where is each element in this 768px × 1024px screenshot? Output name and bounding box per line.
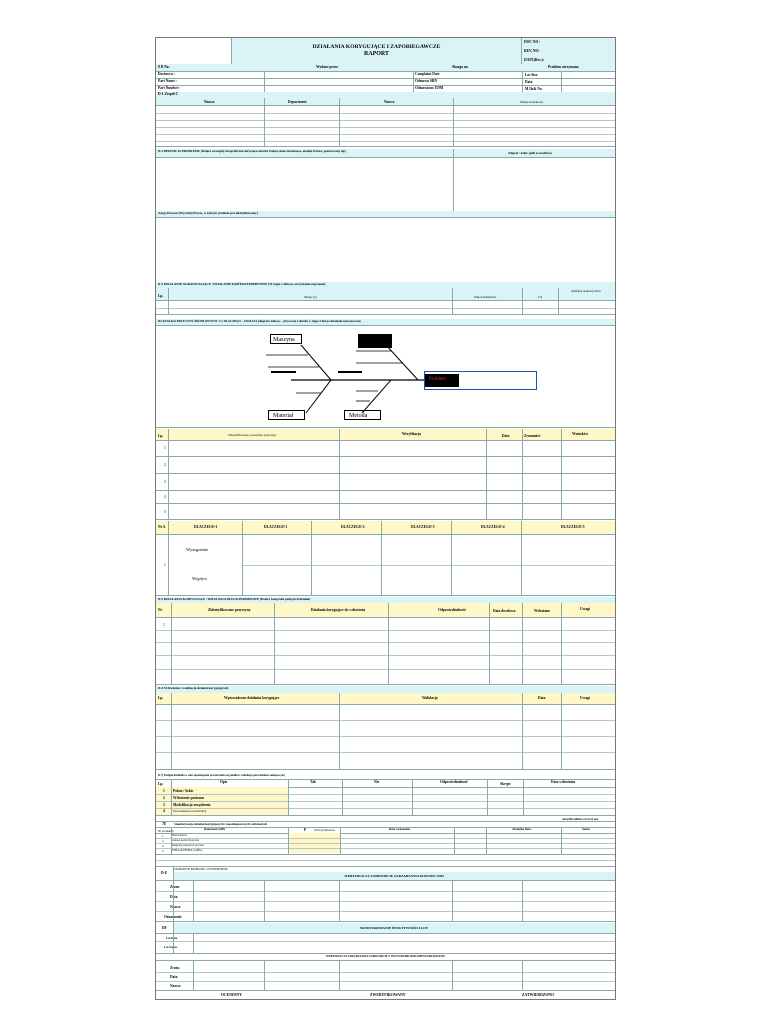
fish-effect-box bbox=[424, 371, 537, 390]
d8-row-2: Data bbox=[170, 895, 178, 899]
d7b-row-2-no: 2 bbox=[162, 839, 164, 843]
cause-bar-2 bbox=[338, 371, 362, 373]
photo-label: Zdjęcie / Szkic (jeśli to możliwe) bbox=[508, 151, 552, 155]
d7b-col-status: Status bbox=[582, 827, 591, 831]
d5-col-target: Data docelowa bbox=[493, 609, 516, 613]
logo-area bbox=[156, 38, 232, 64]
why-col-1b: DLACZEGO-1 bbox=[264, 525, 288, 529]
d8-code: D-8 bbox=[161, 871, 167, 875]
footer-verified: ZWERYFIKOWANY bbox=[370, 993, 406, 997]
d7b-row-2-doc: Arkusz kontroli procesu bbox=[172, 839, 200, 842]
d5-col-no: Nr bbox=[158, 608, 163, 612]
date-label: Data bbox=[525, 80, 533, 84]
fish-machine-text: Maszyna bbox=[361, 337, 380, 342]
d6-col-lp: Lp. bbox=[158, 696, 164, 700]
d7-col-desc: Opis bbox=[220, 780, 228, 784]
d7b-row-1-no: 1 bbox=[162, 834, 164, 838]
d5-label: D-5 DZIAŁANIA KORYGUJĄCE / DZIAŁANIA DŁUGOTERMINOWE (Dołącz fotografie podjętych działań) bbox=[156, 597, 615, 603]
d4-col-date: Data bbox=[502, 434, 510, 438]
final-title: WERYFIKACJA ZARZĄDZANIA ZAMKNIĘCIE Z WSZYSTKIMI DOKUMENTAMI DOSTAW bbox=[325, 955, 446, 958]
d6-col-actions: Wprowadzone działania korygujące bbox=[224, 696, 280, 700]
d7b-col-exec-date: Data wykonania bbox=[389, 827, 410, 831]
complaint-to-label: Skarga na bbox=[452, 65, 468, 69]
footer-assessed: OCENIONY bbox=[221, 993, 242, 997]
d3-col-resp: Odpowiedzialność bbox=[474, 295, 497, 299]
why-col-5: DLACZEGO-5 bbox=[561, 525, 585, 529]
cause-bar-1 bbox=[271, 371, 296, 373]
title-line2: RAPORT bbox=[363, 51, 390, 57]
udm-label: Odmowiono UDM bbox=[415, 86, 444, 90]
why-escape: Wypływ bbox=[192, 576, 208, 581]
problem-received-label: Problem otrzymano bbox=[548, 65, 579, 69]
why-col-no: Nr S. bbox=[158, 525, 166, 529]
d4-row-5: 5 bbox=[164, 510, 166, 514]
d7-col-lp: Lp. bbox=[158, 782, 164, 786]
d7-col-resp: Odpowiedzialność bbox=[440, 780, 468, 784]
eightd-no-label: 8 D No. bbox=[158, 65, 170, 69]
d7-row-1-desc: Pokaz / Szkic bbox=[173, 789, 194, 793]
lot-no-label: M Ilo& No bbox=[525, 87, 542, 91]
why-col-4: DLACZEGO-4 bbox=[481, 525, 505, 529]
d7-row-2-no: 2 bbox=[163, 796, 165, 800]
d3-col-actual: Aktualna realizacja Data bbox=[571, 289, 601, 293]
d8-row-3: Nazwa bbox=[170, 905, 181, 909]
d5-col-resp: Odpowiedzialność bbox=[438, 608, 466, 612]
d7b-label: Standaryzacja działań korygujących i zapobiegawczych wdrożonych bbox=[174, 822, 268, 826]
d7b-code: 7E bbox=[162, 822, 167, 826]
why-col-3: DLACZEGO-3 bbox=[411, 525, 435, 529]
d1-team-label: D-1 Zespół C bbox=[156, 92, 615, 98]
d4-col-understand: Zrozumieć bbox=[524, 434, 541, 438]
d7b-col-no: Nr produkcji bbox=[158, 829, 174, 833]
title-block bbox=[232, 38, 522, 64]
d5-col-causes: Zidentyfikowane przyczyny bbox=[208, 608, 251, 612]
footer-approved: ZATWIERDZONO bbox=[522, 993, 554, 997]
why-row-no: 1 bbox=[164, 563, 166, 567]
why-col-1: DLACZEGO-1 bbox=[194, 525, 218, 529]
d2-label: D-2 DEFINICJA PROBLEMU (Dołącz szczegóły fotograficzne dotyczące usterki. Dołącz dane terminowe, analizę Pareto, generowany itp) bbox=[156, 149, 615, 157]
d6-label: D-6 Wdrożenie i walidacja działań korygujących bbox=[156, 686, 615, 693]
d5-col-notes: Uwagi bbox=[580, 607, 590, 611]
d9-code: D9 bbox=[162, 926, 167, 930]
d6-col-notes: Uwagi bbox=[580, 696, 590, 700]
d4-label: D4 ANALIZA PRZYCZYN ŹRÓDŁOWYCH / 5 x DLACZEGO – ANALIZA (diagram Isikawy - przyczyna i skutek) w ciągu 3 dni po działaniu tymczasowym bbox=[156, 319, 615, 325]
capa-report-sheet bbox=[155, 37, 616, 1000]
d4-col-lp: Lp. bbox=[158, 434, 164, 438]
d4-row-1: 1 bbox=[164, 446, 166, 450]
d7-attach-note: Attachfl odblaws (List if any bbox=[562, 817, 599, 821]
d8-small: ZAMKNIĘCIE PROBLEMU I ZATWIERDZENIE bbox=[174, 868, 228, 871]
fish-method-text: Metoda bbox=[349, 413, 368, 419]
d7b-col-doc: Dokument QMS bbox=[204, 827, 226, 831]
rev-no: REV. NO: bbox=[524, 49, 540, 53]
d7b-row-3-no: 3 bbox=[162, 844, 164, 848]
part-number-label: Part Number : bbox=[158, 86, 181, 90]
d7-col-date: Data wdrożenia bbox=[551, 780, 576, 784]
d6-col-date: Data bbox=[538, 696, 546, 700]
d7-row-3-no: 3 bbox=[163, 803, 165, 807]
complaint-date-label: Complaint Date bbox=[415, 72, 440, 76]
fish-bone-2 bbox=[386, 345, 418, 380]
final-row-2: Data bbox=[170, 975, 178, 979]
fish-man-text: Maszyna bbox=[273, 337, 295, 343]
team-col-contact: Numer kontaktowy bbox=[520, 100, 544, 104]
d7-col-no: Nie bbox=[374, 780, 380, 784]
d6-col-validation: Walidacja bbox=[422, 696, 438, 700]
d7-row-3-desc: Modyfikacja urządzenia bbox=[173, 803, 211, 807]
d7-row-1-no: 1 bbox=[163, 789, 165, 793]
final-row-3: Nazwa bbox=[170, 984, 181, 988]
team-col-dept: Department bbox=[288, 100, 307, 104]
d9-title: MONITOROWANIE EFEKTYWNOŚCI LOT bbox=[360, 926, 428, 930]
fish-man-box bbox=[270, 334, 302, 344]
d7-col-script: Skrypt bbox=[500, 782, 511, 786]
fish-bone-1 bbox=[301, 345, 331, 380]
d8-row-1: Zrozu bbox=[170, 885, 180, 889]
d7b-row-3-doc: Diagram przepływu procesu bbox=[172, 844, 204, 847]
d8-title: WERYFIKACJA ZAMKNIĘCIE ZARZĄDZANIA DOSTAWCAMI bbox=[344, 874, 444, 878]
fish-effect-text: Problem bbox=[429, 377, 446, 382]
d7b-row-1-doc: Plan kontroli bbox=[172, 834, 187, 837]
d9-row-2: Lot Status bbox=[164, 945, 178, 949]
d3-label: D-3 DZIAŁANIE OGRANICZAJĄCE / DZIAŁANIE KRÓTKOTERMINOWE (W ciągu 1 dnia po otrzymaniu zapytania) bbox=[156, 282, 615, 288]
d7b-row-4-no: 4 bbox=[162, 849, 164, 853]
doc-info bbox=[522, 38, 615, 64]
fish-bone-4 bbox=[362, 380, 391, 413]
process-label: Zasyp Procesu (Wyróżnij Proces, w którym problem jest identyfikowany) bbox=[156, 211, 615, 217]
title-line1: DZIAŁANIA KORYGUJĄCE I ZAPOBIEGAWCZE bbox=[312, 44, 441, 50]
date-rev: DATE(Rev.): bbox=[524, 58, 544, 62]
team-col-name: Nazwa bbox=[204, 100, 215, 104]
team-col-name2: Nazwa bbox=[384, 100, 395, 104]
fish-method-box bbox=[344, 410, 381, 420]
d4-col-causes: Zidentyfikowane potencjalne przyczyny bbox=[228, 433, 277, 437]
d5-row-1: 1 bbox=[163, 623, 165, 627]
why-col-2: DLACZEGO-2 bbox=[341, 525, 365, 529]
d3-col-scrap: Skrapy (a) bbox=[304, 295, 317, 299]
d4-col-verify: Weryfikacja bbox=[402, 432, 421, 436]
doc-no: DOC NO : bbox=[524, 40, 541, 44]
d4-row-2: 2 bbox=[164, 463, 166, 467]
part-name-label: Part Name : bbox=[158, 79, 177, 83]
d7-label: D-7) Podjęte działania w celu zapobiegania powtórzeniu się (analiza i walidacja poza działem zakupowym) bbox=[158, 774, 285, 777]
final-row-1: Zrozu bbox=[170, 966, 180, 970]
fish-bone-3 bbox=[306, 380, 331, 413]
srn-label: Odmowa SRN bbox=[415, 79, 438, 83]
fish-machine-box bbox=[358, 334, 392, 348]
issued-by-label: Wydane przez bbox=[316, 65, 338, 69]
d8-row-4: Oznaczenie bbox=[164, 915, 182, 919]
fish-material-text: Materiał bbox=[273, 413, 294, 419]
d7b-col-actual-date: Aktualna Data bbox=[512, 827, 531, 831]
d4-row-3: 3 bbox=[164, 480, 166, 484]
d4-row-4: 4 bbox=[164, 495, 166, 499]
d7b-col-p: P bbox=[304, 828, 307, 832]
d4-col-conclusions: Wniosków bbox=[572, 432, 589, 436]
lot-size-label: Lot Size bbox=[525, 73, 538, 77]
d7-row-4-no: 4 bbox=[163, 809, 165, 813]
d3-col-target: Cel bbox=[538, 295, 543, 299]
d5-col-impl: Wdrażane bbox=[534, 609, 550, 613]
why-occur: Wystąpienie bbox=[186, 547, 209, 552]
supplier-label: Dostawca : bbox=[158, 72, 175, 76]
d9-row-1: Lot Date bbox=[166, 936, 178, 940]
d7-row-2-desc: Wdrożenie poziomu bbox=[173, 796, 204, 800]
d7-col-yes: Tak bbox=[310, 780, 316, 784]
d5-col-actions: Działania korygujące do wdrożenia bbox=[311, 608, 366, 612]
fish-material-box bbox=[268, 410, 305, 420]
d7-row-4-desc: Wprowadzenie nowej instrukcji bbox=[173, 810, 207, 813]
d7b-row-4-doc: FMEA & PFMEA CAPEA bbox=[172, 849, 203, 852]
d7b-col-person: Osoba przydzielona bbox=[314, 829, 335, 832]
d3-col-lp: Lp. bbox=[158, 294, 164, 298]
